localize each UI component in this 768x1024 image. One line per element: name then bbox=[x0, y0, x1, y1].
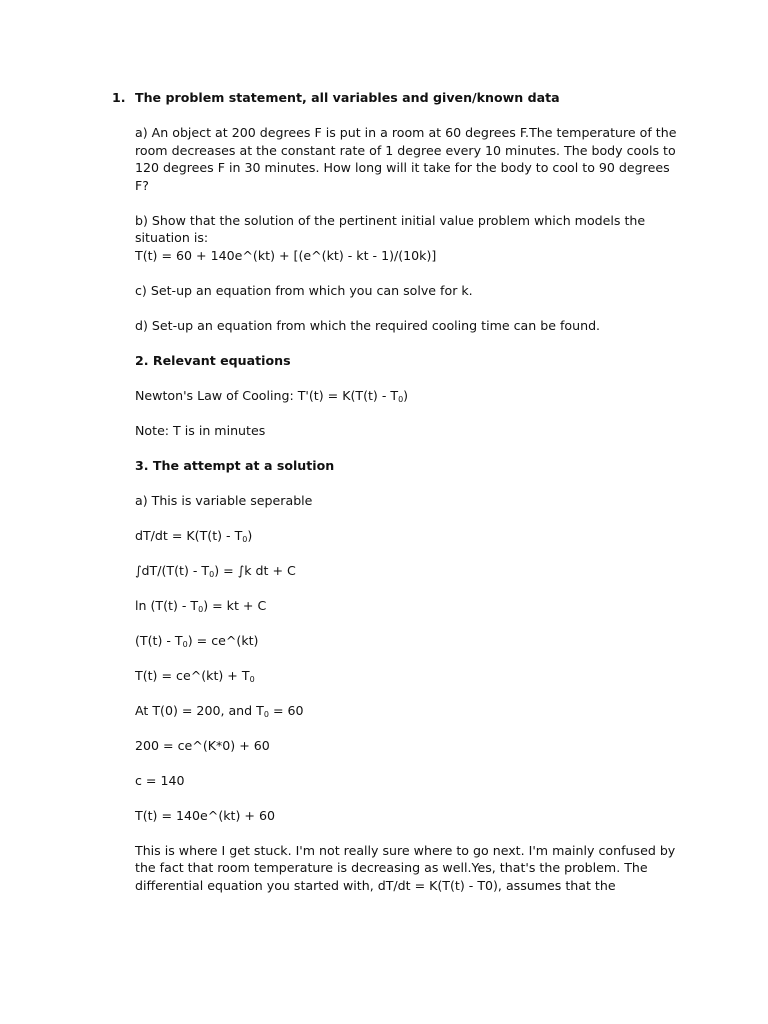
equation-7: 200 = ce^(K*0) + 60 bbox=[135, 737, 270, 753]
equation-5-subscript: 0 bbox=[249, 674, 255, 684]
problem-part-b-text: b) Show that the solution of the pertinent initial value problem which models the situation is: bbox=[135, 212, 646, 245]
newtons-law-subscript: 0 bbox=[398, 394, 404, 404]
equation-4-subscript: 0 bbox=[182, 639, 188, 649]
equation-6-text: At T(0) = 200, and T bbox=[135, 702, 264, 718]
equation-2-close: ) = ∫k dt + C bbox=[214, 562, 296, 578]
problem-part-b bbox=[135, 212, 680, 265]
equation-3-subscript: 0 bbox=[198, 604, 204, 614]
section-2-heading: 2. Relevant equations bbox=[135, 352, 291, 368]
equation-1-text: dT/dt = K(T(t) - T bbox=[135, 527, 243, 543]
section-1-heading bbox=[112, 89, 680, 107]
equation-6 bbox=[135, 702, 680, 720]
problem-part-b-equation: T(t) = 60 + 140e^(kt) + [(e^(kt) - kt - 1)/(10k)] bbox=[135, 247, 437, 263]
equation-2 bbox=[135, 562, 680, 580]
equation-8: c = 140 bbox=[135, 772, 185, 788]
equation-3-text: ln (T(t) - T bbox=[135, 597, 199, 613]
equation-3 bbox=[135, 597, 680, 615]
newtons-law-equation bbox=[135, 387, 680, 405]
problem-part-d: d) Set-up an equation from which the required cooling time can be found. bbox=[135, 317, 601, 333]
equation-4-close: ) = ce^(kt) bbox=[187, 632, 259, 648]
section-1-number: 1. bbox=[112, 90, 126, 105]
equation-5-text: T(t) = ce^(kt) + T bbox=[135, 667, 250, 683]
equation-3-close: ) = kt + C bbox=[203, 597, 267, 613]
newtons-law-close: ) bbox=[403, 387, 409, 403]
closing-paragraph: This is where I get stuck. I'm not really sure where to go next. I'm mainly confused by the fact that room temperature is decreasing as well.Yes, that's the problem. The differential equation you started with, dT/dt = K(T(t) - T0), assumes that the bbox=[135, 842, 676, 893]
units-note: Note: T is in minutes bbox=[135, 422, 266, 438]
equation-4 bbox=[135, 632, 680, 650]
problem-part-a: a) An object at 200 degrees F is put in a room at 60 degrees F.The temperature of the room decreases at the constant rate of 1 degree every 10 minutes. The body cools to 120 degrees F in 30 minutes. How long will it take for the body to cool to 90 degrees F? bbox=[135, 125, 677, 193]
equation-1 bbox=[135, 527, 680, 545]
equation-2-subscript: 0 bbox=[209, 569, 215, 579]
equation-4-text: (T(t) - T bbox=[135, 632, 183, 648]
equation-9: T(t) = 140e^(kt) + 60 bbox=[135, 807, 275, 823]
section-1-heading-text: The problem statement, all variables and given/known data bbox=[135, 90, 560, 105]
equation-6-close: = 60 bbox=[268, 702, 304, 718]
equation-2-text: ∫dT/(T(t) - T bbox=[135, 562, 210, 578]
equation-1-close: ) bbox=[247, 527, 253, 543]
equation-1-subscript: 0 bbox=[242, 534, 248, 544]
equation-5 bbox=[135, 667, 680, 685]
equation-6-subscript: 0 bbox=[263, 709, 269, 719]
section-3-heading: 3. The attempt at a solution bbox=[135, 457, 335, 473]
problem-part-c: c) Set-up an equation from which you can solve for k. bbox=[135, 282, 473, 298]
document-content bbox=[112, 89, 680, 912]
variable-separable-line: a) This is variable seperable bbox=[135, 492, 313, 508]
newtons-law-text: Newton's Law of Cooling: T'(t) = K(T(t) - T bbox=[135, 387, 399, 403]
